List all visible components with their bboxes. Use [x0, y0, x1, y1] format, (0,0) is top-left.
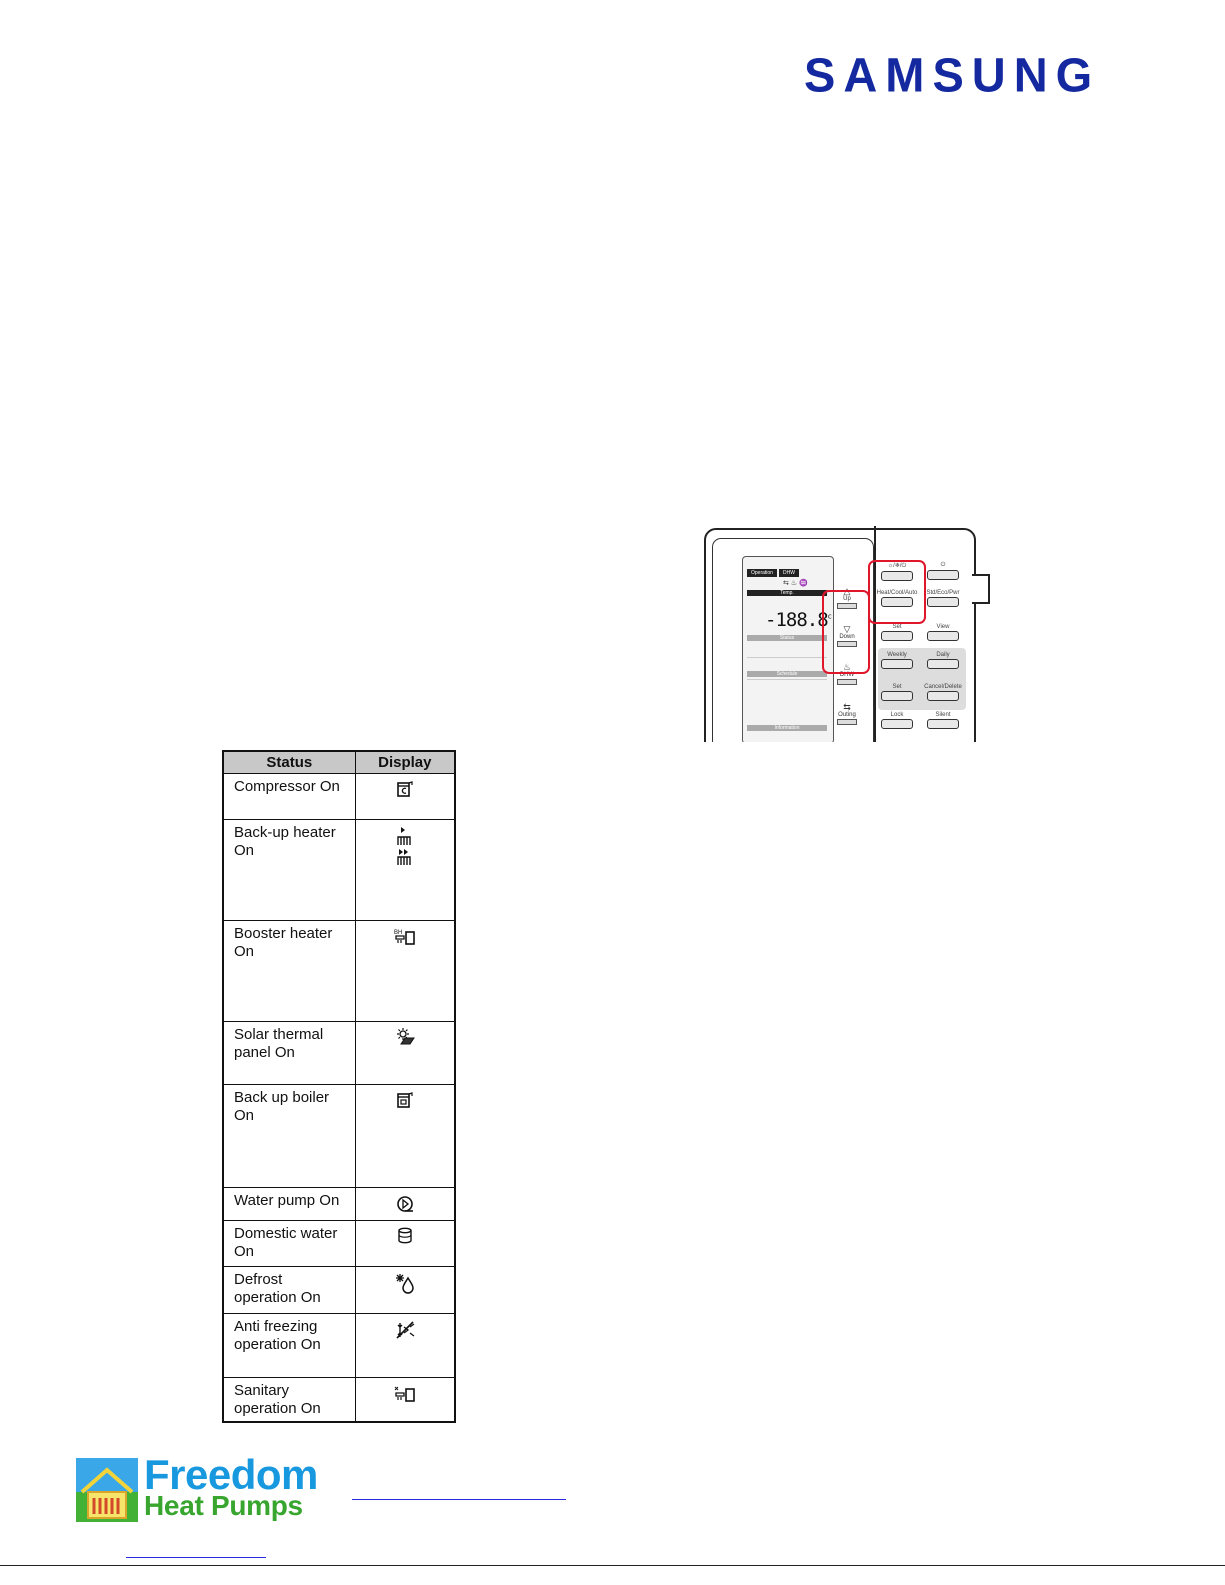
- set-schedule-button[interactable]: Set: [874, 684, 920, 701]
- table-row: [223, 1188, 455, 1221]
- cancel-delete-button[interactable]: Cancel/Delete: [920, 684, 966, 701]
- water-pump-icon: [394, 1193, 416, 1215]
- lcd-temp-label: Temp.: [747, 590, 827, 596]
- table-row: [223, 1022, 455, 1085]
- table-row: [223, 1221, 455, 1267]
- lock-button[interactable]: Lock: [874, 712, 920, 729]
- up-button[interactable]: △ Up: [836, 586, 858, 609]
- lcd-temperature: -188.8$^c$: [765, 609, 831, 631]
- std-eco-pwr-button[interactable]: Std/Eco/Pwr: [920, 590, 966, 607]
- status-cell: Water pump On: [223, 1188, 355, 1221]
- freedom-heat-pumps-logo: [76, 1451, 351, 1526]
- domestic-water-icon: [395, 1226, 415, 1246]
- solar-panel-icon: [393, 1027, 417, 1047]
- status-cell: Compressor On: [223, 774, 355, 820]
- dhw-button[interactable]: ♨ DHW: [836, 662, 858, 685]
- status-column-header: Status: [223, 751, 355, 774]
- view-button[interactable]: View: [920, 624, 966, 641]
- outing-icon: ⇆: [843, 702, 851, 712]
- down-arrow-icon: ▽: [843, 624, 851, 634]
- dhw-power-button[interactable]: ⏻: [920, 562, 966, 580]
- status-cell: Booster heater On: [223, 921, 355, 1022]
- status-cell: Solar thermal panel On: [223, 1022, 355, 1085]
- house-logo-icon: [76, 1458, 138, 1522]
- lcd-status-label: Status: [747, 635, 827, 641]
- samsung-logo: SAMSUNG: [804, 47, 1101, 102]
- silent-button[interactable]: Silent: [920, 712, 966, 729]
- email-link-underline[interactable]: [126, 1557, 266, 1558]
- outing-button[interactable]: ⇆ Outing: [836, 702, 858, 725]
- footer-rule: [0, 1565, 1225, 1566]
- up-arrow-icon: △: [843, 586, 851, 596]
- status-cell: Defrost operation On: [223, 1267, 355, 1314]
- status-cell: Domestic water On: [223, 1221, 355, 1267]
- sanitary-icon: [393, 1383, 417, 1403]
- lcd-tab-operation: Operation: [747, 569, 777, 577]
- defrost-icon: [394, 1272, 416, 1294]
- status-cell: Sanitary operation On: [223, 1378, 355, 1422]
- svg-text:BH: BH: [393, 930, 403, 936]
- controller-side-tab: [972, 574, 990, 604]
- status-cell: Back-up heater On: [223, 820, 355, 921]
- boiler-icon: [395, 1090, 415, 1110]
- lcd-schedule-label: Schedule: [747, 671, 827, 677]
- power-button[interactable]: ☼/❄/⏻: [874, 562, 920, 581]
- table-row: [223, 921, 455, 1022]
- table-row: [223, 1314, 455, 1378]
- controller-illustration: [702, 526, 992, 742]
- status-cell: Back up boiler On: [223, 1085, 355, 1188]
- table-row: [223, 1267, 455, 1314]
- backup-heater-icon: [394, 825, 416, 867]
- table-row: [223, 774, 455, 820]
- heat-cool-auto-button[interactable]: Heat/Cool/Auto: [874, 590, 920, 607]
- status-cell: Anti freezing operation On: [223, 1314, 355, 1378]
- lcd-display: [742, 556, 834, 742]
- lcd-tab-dhw: DHW: [779, 569, 799, 577]
- website-link-underline[interactable]: [352, 1499, 566, 1500]
- status-display-table: [222, 750, 456, 1423]
- daily-button[interactable]: Daily: [920, 652, 966, 669]
- table-row: [223, 820, 455, 921]
- table-row: [223, 1085, 455, 1188]
- table-row: [223, 1378, 455, 1422]
- compressor-icon: [395, 779, 415, 799]
- dhw-icon: ♨: [842, 662, 852, 672]
- booster-heater-icon: [393, 926, 417, 946]
- anti-freeze-icon: [394, 1319, 416, 1341]
- mode-buttons-highlight: [868, 560, 926, 624]
- up-down-highlight: [822, 590, 870, 674]
- down-button[interactable]: ▽ Down: [836, 624, 858, 647]
- set-temperature-button[interactable]: Set: [874, 624, 920, 641]
- logo-heat-pumps-text: Heat Pumps: [144, 1490, 303, 1521]
- lcd-information-label: Information: [747, 725, 827, 731]
- logo-freedom-text: Freedom: [144, 1451, 318, 1498]
- display-column-header: Display: [355, 751, 455, 774]
- weekly-button[interactable]: Weekly: [874, 652, 920, 669]
- lcd-status-icons: ⇆ ♨ ♒: [783, 580, 808, 587]
